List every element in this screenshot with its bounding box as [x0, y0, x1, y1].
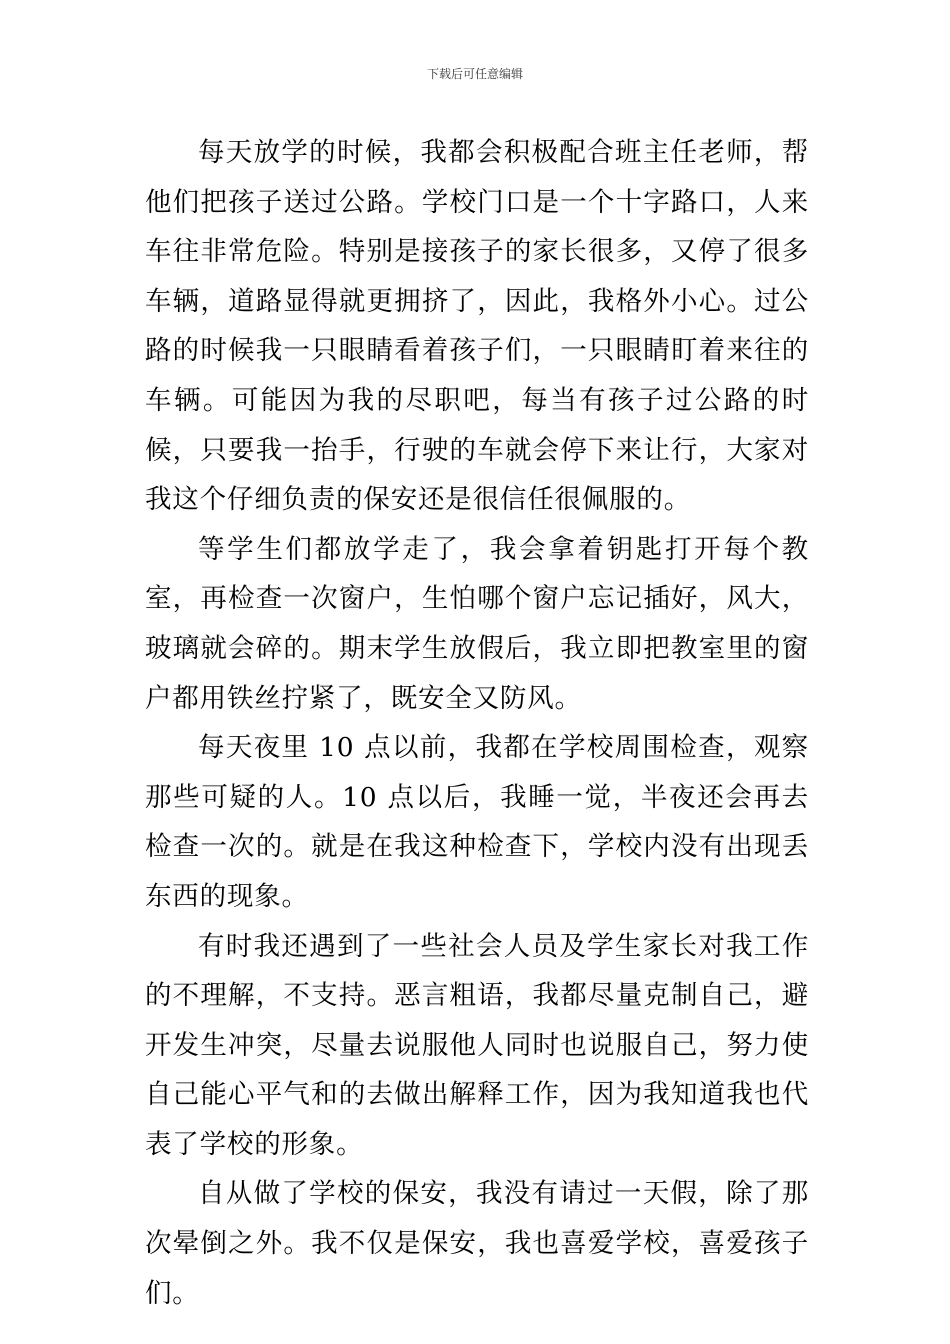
- paragraph-1: 每天放学的时候，我都会积极配合班主任老师，帮他们把孩子送过公路。学校门口是一个十字路口，人来车往非常危险。特别是接孩子的家长很多，又停了很多车辆，道路显得就更拥挤了，因此，我格外小心。过公路的时候我一只眼睛看着孩子们，一只眼睛盯着来往的车辆。可能因为我的尽职吧，每当有孩子过公路的时候，只要我一抬手，行驶的车就会停下来让行，大家对我这个仔细负责的保安还是很信任很佩服的。: [145, 137, 809, 516]
- paragraph-5: 自从做了学校的保安，我没有请过一天假，除了那次晕倒之外。我不仅是保安，我也喜爱学校，喜爱孩子们。: [145, 1178, 809, 1309]
- header-note: 下载后可任意编辑: [426, 67, 523, 81]
- paragraph-4: 有时我还遇到了一些社会人员及学生家长对我工作的不理解，不支持。恶言粗语，我都尽量克制自己，避开发生冲突，尽量去说服他人同时也说服自己，努力使自己能心平气和的去做出解释工作，因为我知道我也代表了学校的形象。: [145, 930, 809, 1160]
- paragraph-2: 等学生们都放学走了，我会拿着钥匙打开每个教室，再检查一次窗户，生怕哪个窗户忘记插好，风大，玻璃就会碎的。期末学生放假后，我立即把教室里的窗户都用铁丝拧紧了，既安全又防风。: [145, 533, 809, 714]
- paragraph-3: 每天夜里 10 点以前，我都在学校周围检查，观察那些可疑的人。10 点以后，我睡一觉，半夜还会再去检查一次的。就是在我这种检查下，学校内没有出现丢东西的现象。: [145, 732, 809, 912]
- document-body: [145, 128, 809, 1318]
